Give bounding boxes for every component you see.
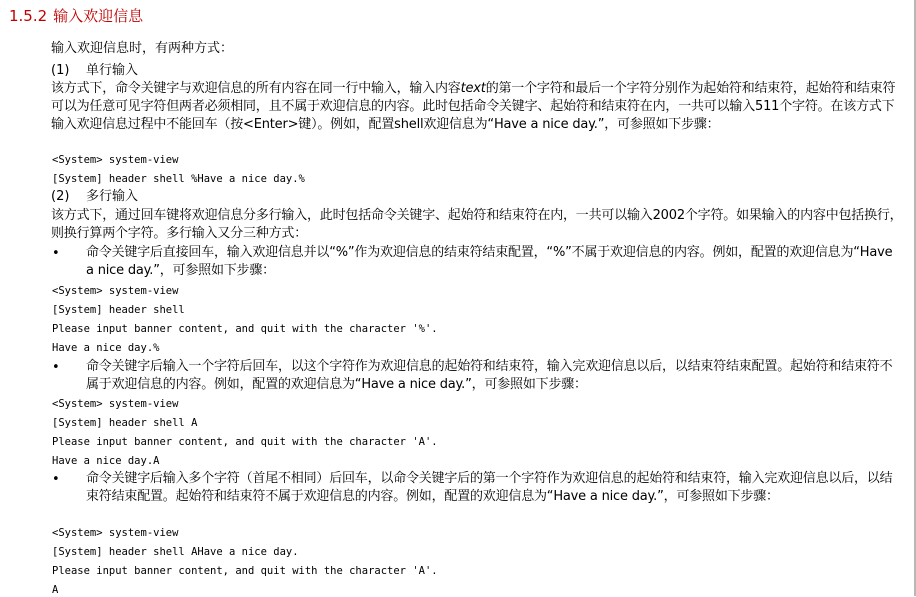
code-line: Please input banner content, and quit with the character '%'. — [52, 323, 438, 335]
single-description — [51, 80, 905, 134]
subsection-single — [51, 62, 138, 80]
code-line: A — [52, 584, 59, 596]
bullet-marker: • — [52, 246, 60, 261]
subsection-multi — [51, 188, 138, 206]
bullet-marker: • — [52, 472, 60, 487]
bullet-marker: • — [52, 360, 60, 375]
code-line: Have a nice day.A — [52, 455, 160, 467]
subsection-label: 单行输入 — [86, 63, 139, 78]
code-line: [System] header shell AHave a nice day. — [52, 546, 299, 558]
subsection-number: (1) — [51, 63, 70, 78]
single-desc-part1: 该方式下，命令关键字与欢迎信息的所有内容在同一行中输入，输入内容 — [51, 81, 461, 96]
bullet-text: 命令关键字后输入一个字符后回车，以这个字符作为欢迎信息的起始符和结束符，输入完欢迎信息以后，以结束符结束配置。起始符和结束符不属于欢迎信息的内容。例如，配置的欢迎信息为“Have a nice day.”，可参照如下步骤： — [86, 359, 893, 392]
multi-description: 该方式下，通过回车键将欢迎信息分多行输入，此时包括命令关键字、起始符和结束符在内，一共可以输入2002个字符。如果输入的内容中包括换行，则换行算两个字符。多行输入又分三种方式： — [51, 208, 903, 241]
single-desc-italic: text — [460, 81, 486, 96]
code-line: [System] header shell %Have a nice day.% — [52, 173, 305, 185]
bullet-text: 命令关键字后直接回车，输入欢迎信息并以“%”作为欢迎信息的结束符结束配置，“%”不属于欢迎信息的内容。例如，配置的欢迎信息为“Have a nice day.”，可参照如下步骤： — [86, 245, 893, 278]
code-line: <System> system-view — [52, 154, 179, 166]
code-line: <System> system-view — [52, 285, 179, 297]
intro-text: 输入欢迎信息时，有两种方式： — [51, 41, 234, 56]
code-line: <System> system-view — [52, 398, 179, 410]
code-line: Please input banner content, and quit with the character 'A'. — [52, 436, 438, 448]
code-line: [System] header shell — [52, 304, 185, 316]
code-line: Please input banner content, and quit with the character 'A'. — [52, 565, 438, 577]
section-title: 输入欢迎信息 — [53, 7, 144, 25]
section-heading — [9, 5, 143, 26]
code-line: Have a nice day.% — [52, 342, 160, 354]
subsection-number: (2) — [51, 189, 70, 204]
code-line: [System] header shell A — [52, 417, 198, 429]
subsection-label: 多行输入 — [86, 189, 139, 204]
bullet-text: 命令关键字后输入多个字符（首尾不相同）后回车，以命令关键字后的第一个字符作为欢迎信息的起始符和结束符，输入完欢迎信息以后，以结束符结束配置。起始符和结束符不属于欢迎信息的内容。例如，配置的欢迎信息为“Have a nice day.”，可参照如下步骤： — [86, 471, 893, 504]
single-desc-part2: 的第一个字符和最后一个字符分别作为起始符和结束符，起始符和结束符可以为任意可见字符但两者必须相同，且不属于欢迎信息的内容。此时包括命令关键字、起始符和结束符在内，一共可以输入511个字符。在该方式下输入欢迎信息过程中不能回车（按<Enter>键）。例如，配置shell欢迎信息为“Have a nice day.”，可参照如下步骤： — [51, 81, 896, 132]
code-line: <System> system-view — [52, 527, 179, 539]
section-number: 1.5.2 — [9, 7, 48, 25]
